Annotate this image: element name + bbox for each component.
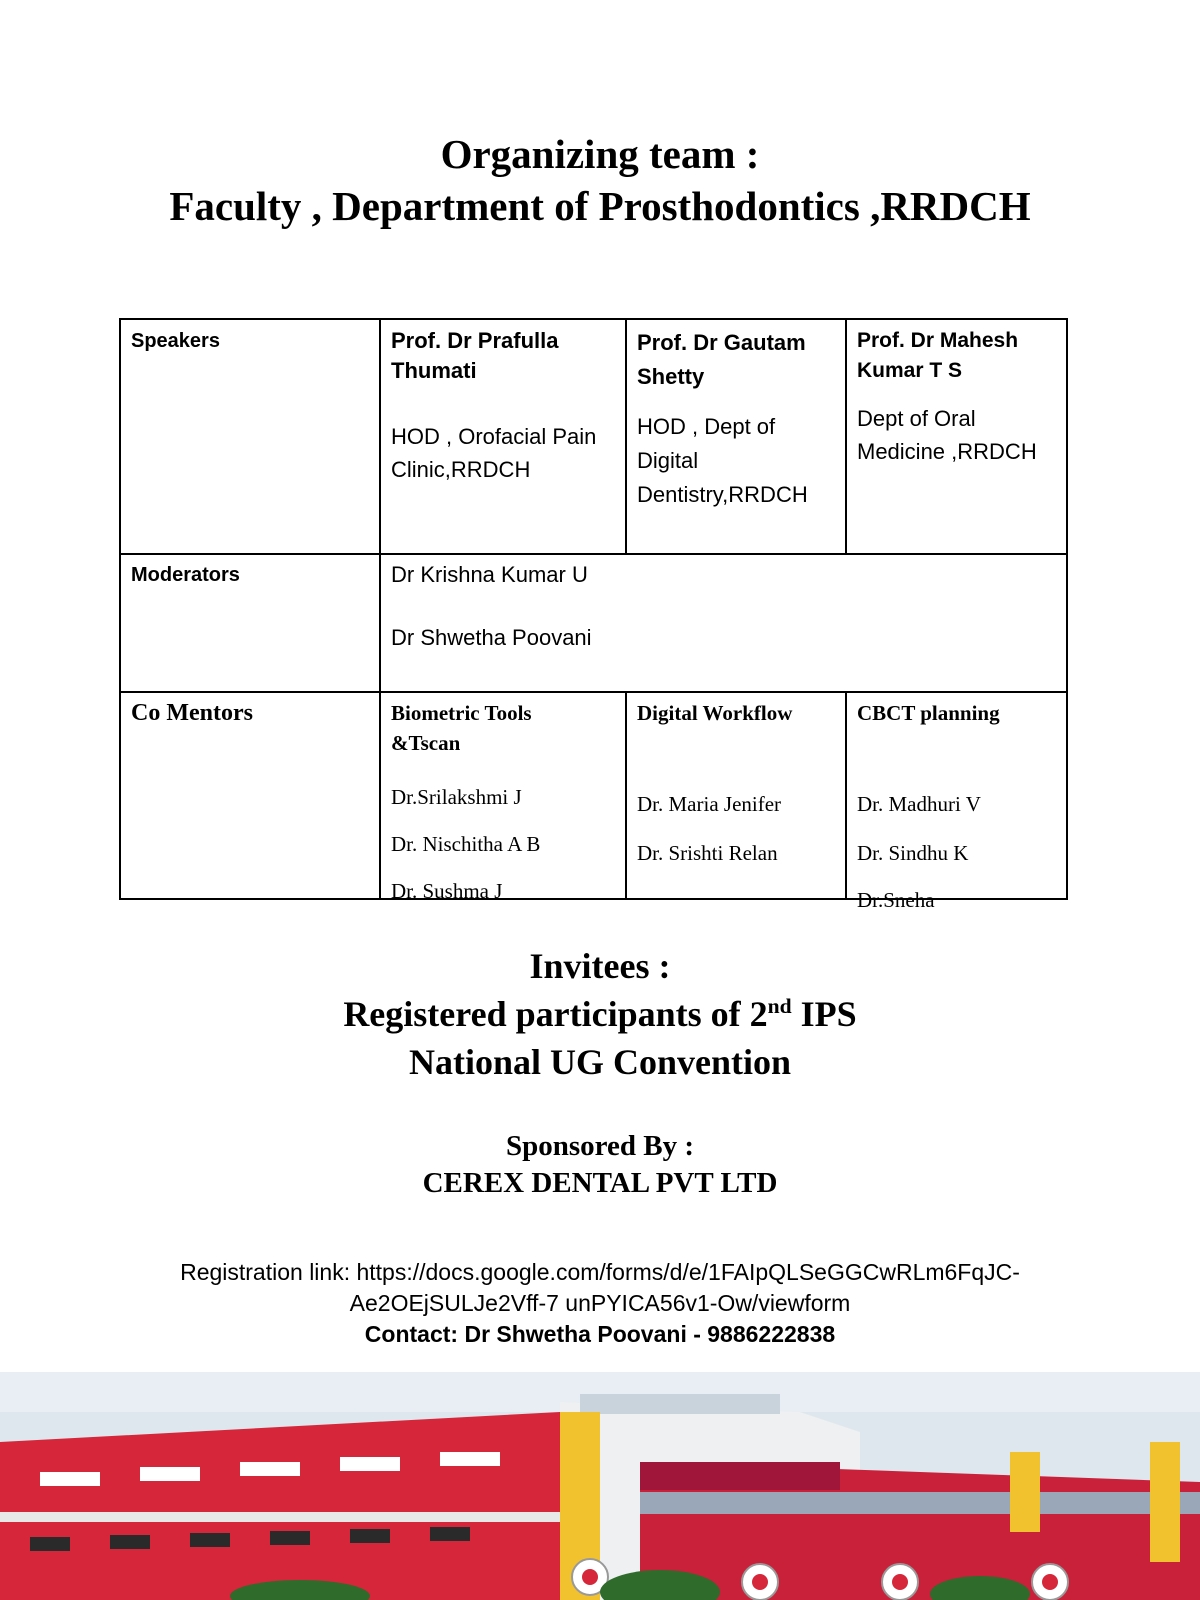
invitees-heading bbox=[0, 942, 1200, 1086]
comentor-name: Dr.Srilakshmi J bbox=[391, 785, 522, 809]
speaker-role-line1: HOD , Orofacial Pain bbox=[391, 424, 597, 449]
comentor-group-title-line2: &Tscan bbox=[391, 731, 461, 755]
speaker-role-line2: Medicine ,RRDCH bbox=[857, 439, 1037, 464]
comentor-name: Dr. Sushma J bbox=[391, 879, 503, 903]
moderator-name: Dr Krishna Kumar U bbox=[391, 562, 588, 587]
invitees-line2 bbox=[0, 990, 1200, 1038]
speaker-cell-3 bbox=[847, 322, 1066, 472]
comentor-group-3 bbox=[847, 694, 1066, 927]
speaker-cell-1 bbox=[381, 322, 625, 490]
organizing-title: Organizing team : bbox=[440, 131, 760, 177]
registration-link[interactable]: Registration link: https://docs.google.com/forms/d/e/1FAIpQLSeGGCwRLm6FqJC- bbox=[180, 1259, 1020, 1285]
moderators-label: Moderators bbox=[131, 564, 240, 586]
comentor-name: Dr. Nischitha A B bbox=[391, 832, 541, 856]
sponsor-block bbox=[0, 1128, 1200, 1202]
speakers-label: Speakers bbox=[131, 330, 220, 352]
speaker-name-line2: Shetty bbox=[637, 364, 705, 389]
speaker-name-line1: Prof. Dr Gautam bbox=[637, 330, 806, 355]
comentor-group-title: Biometric Tools bbox=[391, 701, 532, 725]
speaker-role-line1: HOD , Dept of bbox=[637, 414, 776, 439]
comentor-name: Dr. Madhuri V bbox=[857, 792, 981, 816]
sponsor-title: Sponsored By : bbox=[505, 1130, 695, 1162]
invitees-line2-post: IPS bbox=[791, 994, 857, 1034]
comentors-label: Co Mentors bbox=[131, 700, 253, 726]
ordinal-superscript: nd bbox=[767, 994, 792, 1018]
comentor-group-1 bbox=[381, 694, 625, 919]
speaker-name-line2: Thumati bbox=[391, 358, 477, 383]
speaker-role-line1: Dept of Oral bbox=[857, 406, 976, 431]
speaker-role-line2: Clinic,RRDCH bbox=[391, 457, 531, 482]
organizing-subtitle: Faculty , Department of Prosthodontics ,RRDCH bbox=[169, 183, 1031, 229]
sponsor-name: CEREX DENTAL PVT LTD bbox=[422, 1167, 778, 1199]
invitees-line3: National UG Convention bbox=[408, 1042, 792, 1082]
moderator-name: Dr Shwetha Poovani bbox=[391, 625, 592, 650]
contact-line: Contact: Dr Shwetha Poovani - 9886222838 bbox=[364, 1321, 836, 1347]
speaker-cell-2 bbox=[627, 322, 845, 516]
moderators-cell bbox=[381, 556, 1066, 657]
speaker-role-line2: Digital bbox=[637, 448, 699, 473]
comentor-name: Dr. Srishti Relan bbox=[637, 841, 778, 865]
speaker-name-line2: Kumar T S bbox=[857, 359, 963, 382]
comentor-name: Dr. Maria Jenifer bbox=[637, 792, 782, 816]
speaker-name-line1: Prof. Dr Prafulla bbox=[391, 328, 559, 353]
speaker-name-line1: Prof. Dr Mahesh bbox=[857, 329, 1019, 352]
comentor-group-title: CBCT planning bbox=[857, 701, 1000, 725]
invitees-title: Invitees : bbox=[529, 946, 671, 986]
registration-block bbox=[0, 1257, 1200, 1350]
comentor-group-2 bbox=[627, 694, 845, 882]
comentor-name: Dr. Sindhu K bbox=[857, 841, 969, 865]
comentor-group-title: Digital Workflow bbox=[637, 701, 793, 725]
speaker-role-line3: Dentistry,RRDCH bbox=[637, 482, 808, 507]
invitees-line2-pre: Registered participants of 2 bbox=[343, 994, 768, 1034]
college-building-image bbox=[0, 1372, 1200, 1600]
organizing-heading bbox=[0, 128, 1200, 232]
comentor-name: Dr.Sneha bbox=[857, 888, 935, 912]
registration-link-cont[interactable]: Ae2OEjSULJe2Vff-7 unPYICA56v1-Ow/viewform bbox=[349, 1290, 851, 1316]
